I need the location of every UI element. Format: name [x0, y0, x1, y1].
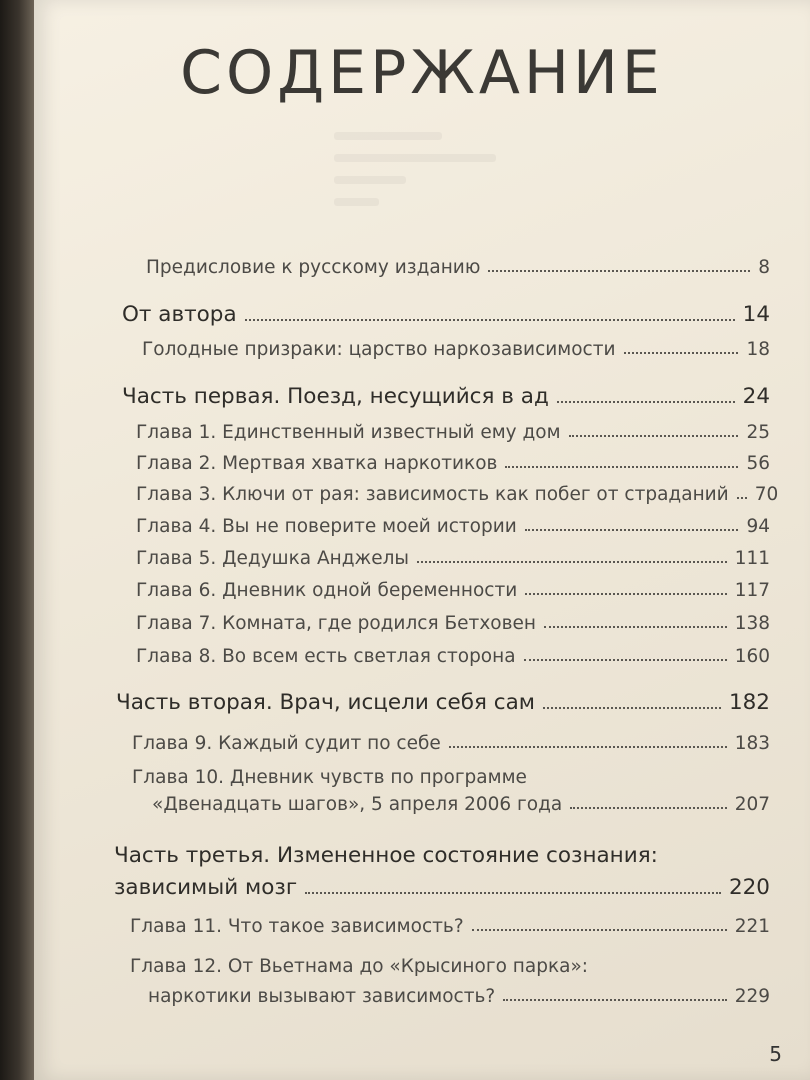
toc-entry-label: Часть вторая. Врач, исцели себя сам: [116, 690, 535, 715]
toc-entry-chapter-6: [136, 580, 770, 601]
toc-entry-label: Глава 6. Дневник одной беременности: [136, 580, 518, 601]
toc-entry-chapter-2: [136, 453, 770, 474]
toc-entry-page: 70: [754, 484, 779, 505]
toc-entry-from-author: [122, 302, 770, 327]
toc-entry-page: 111: [734, 548, 770, 569]
toc-entry-label: Глава 9. Каждый судит по себе: [132, 733, 441, 754]
toc-entry-part-three: [114, 875, 770, 900]
leader-dots: [449, 746, 727, 748]
leader-dots: [305, 892, 721, 894]
toc-entry-page: 25: [746, 422, 770, 443]
leader-dots: [472, 929, 727, 931]
leader-dots: [488, 270, 750, 272]
page-number: 5: [769, 1042, 782, 1066]
toc-entry-chapter-10: [152, 794, 770, 815]
toc-entry-page: 160: [734, 646, 770, 667]
toc-entry-chapter-4: [136, 516, 770, 537]
toc-entry-label: Глава 4. Вы не поверите моей истории: [136, 516, 517, 537]
toc-entry-hungry-ghosts: [142, 339, 770, 360]
leader-dots: [503, 999, 726, 1001]
toc-entry-part-one: [122, 384, 770, 409]
toc-entry-label: Глава 2. Мертвая хватка наркотиков: [136, 453, 498, 474]
toc-entry-label: Часть первая. Поезд, несущийся в ад: [122, 384, 549, 409]
toc-entry-label: наркотики вызывают зависимость?: [148, 986, 496, 1007]
toc-entry-page: 138: [734, 613, 770, 634]
toc-entry-page: 94: [746, 516, 770, 537]
leader-dots: [543, 707, 721, 709]
toc-entry-label: Предисловие к русскому изданию: [146, 257, 481, 278]
toc-entry-page: 182: [728, 690, 770, 715]
leader-dots: [417, 561, 727, 563]
toc-entry-page: 207: [734, 794, 770, 815]
leader-dots: [624, 352, 739, 354]
leader-dots: [525, 529, 739, 531]
leader-dots: [569, 435, 739, 437]
toc-entry-chapter-11: [130, 916, 770, 937]
toc-entry-page: 8: [758, 257, 770, 278]
toc-entry-label: зависимый мозг: [114, 875, 298, 900]
leader-dots: [525, 593, 726, 595]
toc-entry-label: Глава 8. Во всем есть светлая сторона: [136, 646, 516, 667]
show-through-text: [334, 132, 514, 222]
toc-entry-page: 117: [734, 580, 770, 601]
leader-dots: [570, 807, 726, 809]
toc-entry-page: 221: [734, 916, 770, 937]
leader-dots: [505, 466, 738, 468]
toc-entry-label: «Двенадцать шагов», 5 апреля 2006 года: [152, 794, 563, 815]
toc-entry-part-three-line1: Часть третья. Измененное состояние сознания:: [114, 843, 658, 868]
book-spine-edge: [0, 0, 34, 1080]
toc-entry-label: Глава 7. Комната, где родился Бетховен: [136, 613, 536, 634]
toc-entry-chapter-12-line1: Глава 12. От Вьетнама до «Крысиного парка»:: [130, 956, 589, 977]
toc-entry-page: 229: [734, 986, 770, 1007]
toc-entry-chapter-8: [136, 646, 770, 667]
book-page: [34, 0, 810, 1080]
toc-entry-chapter-7: [136, 613, 770, 634]
toc-entry-label: Глава 3. Ключи от рая: зависимость как побег от страданий: [136, 484, 729, 505]
leader-dots: [245, 319, 735, 321]
toc-entry-chapter-5: [136, 548, 770, 569]
toc-entry-chapter-12: [148, 986, 770, 1007]
toc-entry-page: 56: [746, 453, 770, 474]
toc-entry-chapter-3: [136, 484, 779, 505]
toc-entry-label: От автора: [122, 302, 237, 327]
toc-entry-preface-russian: [146, 257, 770, 278]
leader-dots: [544, 626, 727, 628]
leader-dots: [524, 659, 727, 661]
toc-entry-page: 220: [728, 875, 770, 900]
toc-entry-page: 24: [742, 384, 770, 409]
toc-entry-label: Голодные призраки: царство наркозависимости: [142, 339, 616, 360]
toc-entry-chapter-9: [132, 733, 770, 754]
toc-entry-page: 18: [746, 339, 770, 360]
leader-dots: [557, 401, 735, 403]
leader-dots: [737, 497, 747, 499]
toc-entry-part-two: [116, 690, 770, 715]
toc-entry-label: Глава 5. Дедушка Анджелы: [136, 548, 410, 569]
toc-entry-label: Глава 11. Что такое зависимость?: [130, 916, 464, 937]
toc-entry-page: 14: [742, 302, 770, 327]
toc-entry-label: Глава 1. Единственный известный ему дом: [136, 422, 561, 443]
toc-entry-chapter-1: [136, 422, 770, 443]
toc-entry-chapter-10-line1: Глава 10. Дневник чувств по программе: [132, 767, 527, 788]
toc-entry-page: 183: [734, 733, 770, 754]
page-title: СОДЕРЖАНИЕ: [180, 38, 664, 108]
